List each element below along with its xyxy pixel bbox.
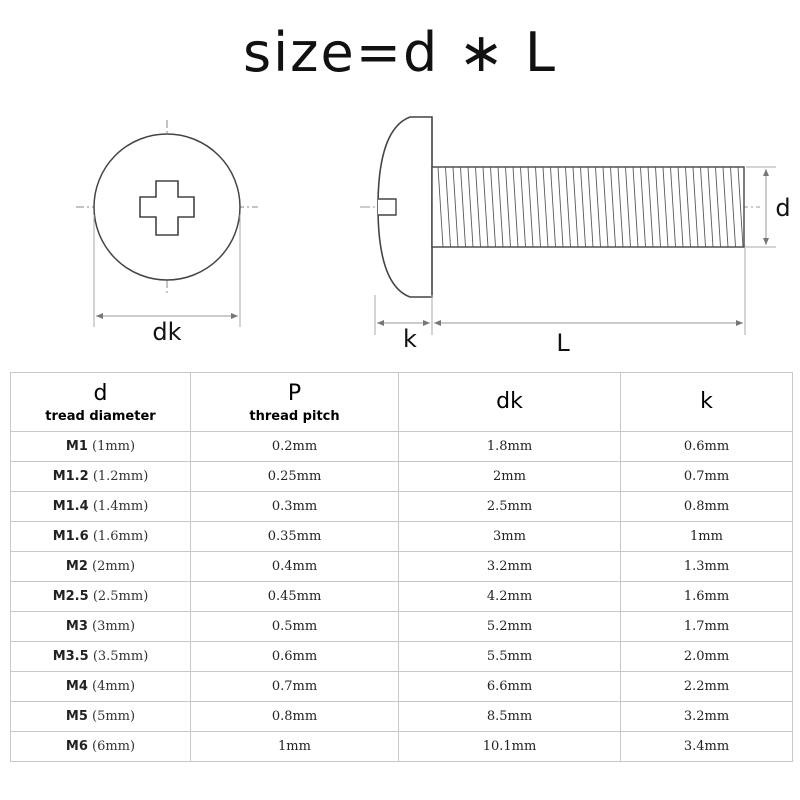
cell-pitch: 0.25mm (191, 462, 399, 492)
cell-dk: 4.2mm (399, 582, 621, 612)
header-d (11, 373, 191, 432)
header-symbol: k (700, 389, 713, 414)
spec-table (10, 372, 793, 762)
table-body (11, 432, 793, 762)
cell-size (11, 672, 191, 702)
L-label: L (556, 329, 570, 357)
cell-size (11, 612, 191, 642)
header-dk (399, 373, 621, 432)
cell-dk: 2mm (399, 462, 621, 492)
cell-pitch: 0.4mm (191, 552, 399, 582)
cell-dk: 10.1mm (399, 732, 621, 762)
header-p (191, 373, 399, 432)
size-code: M3 (65, 619, 88, 634)
header-symbol: P (287, 380, 302, 406)
head-slot (378, 199, 396, 215)
table-row (11, 732, 793, 762)
cell-pitch: 0.7mm (191, 672, 399, 702)
size-code: M4 (65, 679, 88, 694)
size-code: M3.5 (52, 649, 89, 664)
cell-dk: 3.2mm (399, 552, 621, 582)
table-row (11, 552, 793, 582)
d-label: d (775, 194, 791, 222)
cell-size (11, 492, 191, 522)
d-arrow-bottom (763, 238, 769, 245)
cell-size (11, 462, 191, 492)
table-row (11, 432, 793, 462)
size-code: M1.4 (52, 499, 89, 514)
cell-size (11, 702, 191, 732)
cell-size (11, 432, 191, 462)
size-code: M2 (65, 559, 88, 574)
cell-k: 2.0mm (621, 642, 793, 672)
table-row (11, 492, 793, 522)
cell-pitch: 1mm (191, 732, 399, 762)
L-arrow-left (434, 320, 441, 326)
cell-size (11, 642, 191, 672)
cell-k: 1.7mm (621, 612, 793, 642)
table-row (11, 612, 793, 642)
table-row (11, 462, 793, 492)
cell-dk: 5.5mm (399, 642, 621, 672)
size-mm: (3.5mm) (92, 649, 149, 664)
cell-size (11, 582, 191, 612)
cell-k: 0.7mm (621, 462, 793, 492)
cell-size (11, 552, 191, 582)
cell-size (11, 522, 191, 552)
screw-side-view (360, 117, 791, 357)
table-row (11, 582, 793, 612)
size-code: M6 (65, 739, 88, 754)
table-row (11, 672, 793, 702)
cell-k: 3.4mm (621, 732, 793, 762)
k-arrow-left (377, 320, 384, 326)
size-mm: (5mm) (92, 709, 136, 724)
L-arrow-right (736, 320, 743, 326)
k-label: k (403, 325, 417, 353)
d-arrow-top (763, 169, 769, 176)
size-mm: (6mm) (92, 739, 136, 754)
size-mm: (1.6mm) (92, 529, 149, 544)
k-arrow-right (423, 320, 430, 326)
cell-k: 0.8mm (621, 492, 793, 522)
size-code: M1.6 (52, 529, 89, 544)
dk-arrow-right (231, 313, 238, 319)
screw-diagram (0, 95, 800, 365)
cell-k: 1.6mm (621, 582, 793, 612)
cell-pitch: 0.45mm (191, 582, 399, 612)
page-title: size=d ∗ L (243, 21, 557, 84)
header-symbol: dk (496, 389, 523, 414)
size-mm: (3mm) (92, 619, 136, 634)
header-subtitle: tread diameter (45, 408, 156, 424)
size-mm: (1mm) (92, 439, 136, 454)
size-mm: (1.4mm) (92, 499, 149, 514)
dk-arrow-left (96, 313, 103, 319)
cell-dk: 1.8mm (399, 432, 621, 462)
size-code: M2.5 (52, 589, 89, 604)
head-top-view (76, 120, 258, 346)
header-subtitle: thread pitch (249, 408, 340, 424)
cell-dk: 3mm (399, 522, 621, 552)
table-row (11, 642, 793, 672)
size-code: M5 (65, 709, 88, 724)
size-code: M1.2 (52, 469, 89, 484)
size-mm: (4mm) (92, 679, 136, 694)
cell-size (11, 732, 191, 762)
header-symbol: d (93, 380, 108, 406)
cell-dk: 2.5mm (399, 492, 621, 522)
size-mm: (2.5mm) (92, 589, 149, 604)
dk-label: dk (152, 318, 182, 346)
table-row (11, 522, 793, 552)
cell-pitch: 0.2mm (191, 432, 399, 462)
cell-dk: 8.5mm (399, 702, 621, 732)
size-mm: (1.2mm) (92, 469, 149, 484)
cell-pitch: 0.8mm (191, 702, 399, 732)
cell-dk: 6.6mm (399, 672, 621, 702)
table-header-row (11, 373, 793, 432)
size-code: M1 (65, 439, 88, 454)
table-row (11, 702, 793, 732)
cell-k: 1.3mm (621, 552, 793, 582)
cell-pitch: 0.35mm (191, 522, 399, 552)
header-k (621, 373, 793, 432)
cell-pitch: 0.3mm (191, 492, 399, 522)
cell-dk: 5.2mm (399, 612, 621, 642)
cell-k: 2.2mm (621, 672, 793, 702)
size-mm: (2mm) (92, 559, 136, 574)
cell-k: 3.2mm (621, 702, 793, 732)
cell-k: 1mm (621, 522, 793, 552)
cell-k: 0.6mm (621, 432, 793, 462)
cell-pitch: 0.6mm (191, 642, 399, 672)
cell-pitch: 0.5mm (191, 612, 399, 642)
